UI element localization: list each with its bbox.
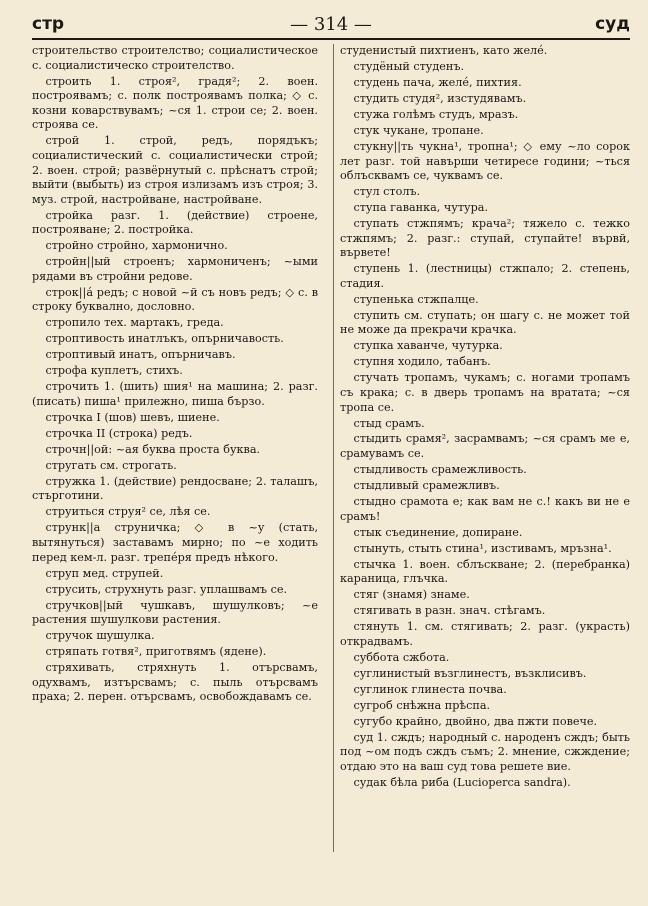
dictionary-entry: стручков||ый чушкавъ, шушулковъ; ~е растения шушулкови растения. — [32, 598, 318, 627]
dictionary-entry: строптивость инатлъкъ, опърничавость. — [45, 332, 284, 346]
dictionary-entry: ступень 1. (лестницы) стжпало; 2. степень, стадия. — [340, 262, 630, 290]
dictionary-entry: ступня ходило, табанъ. — [353, 355, 491, 369]
header-left-guideword: стр — [32, 14, 65, 34]
dictionary-entry: стук чукане, тропане. — [353, 123, 484, 137]
dictionary-entry: студить студя², изстудявамъ. — [353, 91, 527, 105]
dictionary-entry: строчка I (шов) шевъ, шиене. — [45, 410, 220, 424]
dictionary-entry: стройка разг. 1. (действие) строене, построяване; 2. постройка. — [32, 208, 318, 237]
header-rule — [32, 38, 630, 40]
dictionary-entry: стыдно срамота е; как вам не с.! какъ ви не е срамъ! — [340, 495, 630, 523]
dictionary-entry: стройн||ый строенъ; хармониченъ; ~ыми рядами въ стройни редове. — [32, 255, 318, 283]
dictionary-entry: стягивать в разн. знач. стѣгамъ. — [353, 604, 546, 618]
dictionary-entry: ступка хаванче, чутурка. — [353, 339, 503, 353]
dictionary-entry: стругать см. строгать. — [45, 458, 177, 472]
left-column — [32, 44, 318, 706]
right-column — [340, 44, 630, 792]
dictionary-entry: струнк||а струничка; ◇ в ~у (стать, вытянуться) заставамъ мирно; по ~е ходить перед кем-л. разг. трепéря предъ нѣкого. — [32, 521, 318, 564]
dictionary-entry: строить 1. строя², градя²; 2. воен. построявамъ; с. полк построявамъ полка; ◇ с. козни коварствувамъ; ~ся 1. строи се; 2. воен. строява се. — [32, 74, 318, 132]
dictionary-entry: суглинистый възглинестъ, възклисивъ. — [353, 666, 587, 680]
dictionary-entry: струиться струя² се, лѣя се. — [45, 505, 211, 519]
dictionary-entry: стяг (знамя) знаме. — [353, 588, 470, 602]
dictionary-entry: стучать тропамъ, чукамъ; с. ногами тропамъ съ крака; с. в дверь тропамъ на вратата; ~ся тропа се. — [340, 371, 630, 414]
dictionary-entry: струп мед. струпей. — [45, 566, 164, 580]
dictionary-entry: ступить см. ступать; он шагу с. не может той не може да прекрачи крачка. — [340, 308, 630, 337]
dictionary-entry: стянуть 1. см. стягивать; 2. разг. (украсть) открадвамъ. — [340, 620, 630, 648]
dictionary-entry: строптивый инатъ, опърничавъ. — [45, 348, 236, 362]
dictionary-entry: строфа куплетъ, стихъ. — [45, 364, 183, 378]
dictionary-entry: строй 1. строй, редъ, порядъкъ; социалистический с. социалистически строй; 2. воен. строй; развёрнутый с. прѣснатъ строй; выйти (выбыть) из строя излизамъ изъ строя; 3. муз. строй, настройване, настройване. — [32, 134, 318, 206]
dictionary-entry: стыдить срамя², засрамвамъ; ~ся срамъ ме е, срамувамъ се. — [340, 432, 630, 461]
dictionary-entry: сугроб снѣжна прѣспа. — [353, 698, 491, 712]
dictionary-entry: стружка 1. (действие) рендосване; 2. талашъ, стърготини. — [32, 474, 318, 503]
dictionary-entry: строчить 1. (шить) шия¹ на машина; 2. разг. (писать) пиша¹ прилежно, пиша бързо. — [32, 380, 318, 408]
dictionary-entry: стропило тех. мартакъ, греда. — [45, 316, 224, 330]
page-number: — 314 — — [290, 14, 372, 35]
dictionary-entry: струсить, струхнуть разг. уплашвамъ се. — [45, 582, 288, 596]
dictionary-entry: суббота сжбота. — [353, 650, 450, 664]
dictionary-entry: студёный студенъ. — [353, 59, 465, 73]
dictionary-entry: стручок шушулка. — [45, 629, 155, 643]
dictionary-entry: стыдливость срамежливость. — [353, 463, 527, 477]
dictionary-entry: строчка II (строка) редъ. — [45, 426, 193, 440]
dictionary-entry: стряхивать, стряхнуть 1. отърсвамъ, одухвамъ, изтърсвамъ; с. пыль отърсвамъ праха; 2. перен. отърсвамъ, освобождавамъ се. — [32, 661, 318, 704]
column-divider — [333, 44, 334, 852]
dictionary-entry: ступать стжпямъ; крача²; тяжело с. тежко стжпямъ; 2. разг.: ступай, ступайте! вървй, вървете! — [340, 217, 630, 260]
dictionary-entry: сугубо крайно, двойно, два пжти повече. — [353, 714, 598, 728]
dictionary-entry: ступа гаванка, чутура. — [353, 201, 489, 215]
dictionary-entry: стынуть, стыть стина¹, изстивамъ, мръзна¹. — [353, 541, 612, 555]
dictionary-entry: суд 1. сждъ; народный с. народенъ сждъ; быть под ~ом подъ сждъ съмъ; 2. мнение, сжждение; отдаю это на ваш суд това решете вие. — [340, 730, 630, 773]
dictionary-entry: стыд срамъ. — [353, 416, 425, 430]
header-right-guideword: суд — [595, 14, 630, 34]
dictionary-entry: стукну||ть чукна¹, тропна¹; ◇ ему ~ло сорок лет разг. той навърши четиресе години; ~ться облъсквамъ се, чуквамъ се. — [340, 139, 630, 183]
dictionary-entry: стужа голѣмъ студъ, мразъ. — [353, 107, 519, 121]
dictionary-entry: стул столъ. — [353, 185, 421, 199]
dictionary-entry: строительство строителство; социалистическое с. социалистическо строителство. — [32, 44, 318, 72]
page-header — [32, 8, 630, 42]
dictionary-entry: строк||á редъ; с новой ~й съ новъ редъ; ◇ с. в строку буквално, дословно. — [32, 285, 318, 314]
dictionary-entry: студенистый пихтиенъ, като желé. — [340, 44, 548, 57]
dictionary-entry: стряпать готвя², приготвямъ (ядене). — [45, 645, 267, 659]
dictionary-entry: строчн||ой: ~ая буква проста буква. — [45, 442, 261, 456]
dictionary-entry: суглинок глинеста почва. — [353, 682, 507, 696]
dictionary-entry: студень пача, желé, пихтия. — [353, 75, 522, 89]
dictionary-entry: стройно стройно, хармонично. — [45, 239, 228, 253]
dictionary-entry: ступенька стжпалце. — [353, 292, 479, 306]
dictionary-entry: стычка 1. воен. сблъскване; 2. (перебранка) караница, глъчка. — [340, 557, 630, 586]
dictionary-entry: стык съединение, допиране. — [353, 525, 523, 539]
dictionary-entry: стыдливый срамежливъ. — [353, 479, 500, 493]
dictionary-entry: судак бѣла риба (Lucioperca sandra). — [353, 775, 571, 789]
